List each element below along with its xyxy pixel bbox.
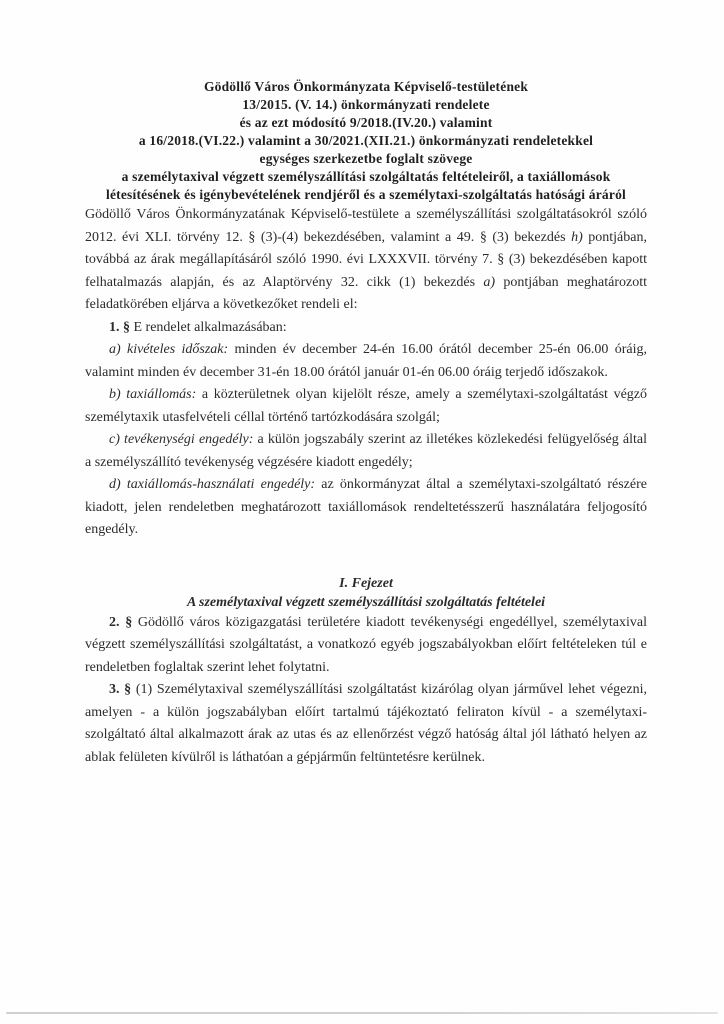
title-line: 13/2015. (V. 14.) önkormányzati rendelete [242,97,490,112]
definition-text: az önkormányzat által a személytaxi-szolgáltató részére kiadott, jelen rendeletben meghatározott taxiállomások rendeltetésszerű használatára feljogosító engedély. [85,477,647,537]
chapter-number: I. Fejezet [339,575,393,591]
chapter-1-heading [85,574,647,612]
scan-artifact-line [6,1012,718,1014]
document-title [85,78,647,204]
preamble-paragraph [85,204,647,317]
definition-text: minden év december 24-én 16.00 órától december 25-én 06.00 óráig, valamint minden év december 31-én 18.00 órától január 01-én 06.00 óráig terjedő időszakok. [85,342,648,380]
section-1-paragraph [85,317,647,340]
preamble-italic-ref: h) [571,229,583,245]
preamble-italic-ref: a) [483,274,496,290]
preamble-text: pontjában meghatározott feladatkörében eljárva a következőket rendeli el: [85,274,647,312]
preamble-text: pontjában, továbbá az árak megállapításáról szóló 1990. évi LXXXVII. törvény 7. § (3) bekezdésében kapott felhatalmazás alapján, és az Alaptörvény 32. cikk (1) bekezdés [85,229,647,290]
section-2-paragraph [85,612,647,680]
title-line: létesítésének és igénybevételének rendjéről és a személytaxi-szolgáltatás hatósági áráról [106,187,626,202]
chapter-title: A személytaxival végzett személyszállítási szolgáltatás feltételei [186,594,546,610]
section-number: 3. § [109,682,132,697]
document-content [85,78,647,769]
section-number: 2. § [109,614,133,630]
title-line: a személytaxival végzett személyszállítási szolgáltatás feltételeiről, a taxiállomások [121,169,611,184]
title-line: Gödöllő Város Önkormányzata Képviselő-testületének [203,79,529,94]
definition-b [85,384,647,429]
preamble-text: Gödöllő Város Önkormányzatának Képviselő-testülete a személyszállítási szolgáltatásokról szóló 2012. évi XLI. törvény 12. § (3)-(4) bekezdésében, valamint a 49. § (3) bekezdés [85,207,647,245]
definition-term: a) kivételes időszak: [109,342,229,357]
title-line: és az ezt módosító 9/2018.(IV.20.) valamint [239,115,493,130]
definition-term: c) tevékenységi engedély: [109,432,254,447]
definition-c [85,429,647,474]
title-line: a 16/2018.(VI.22.) valamint a 30/2021.(XII.21.) önkormányzati rendeletekkel [138,133,594,148]
definition-a [85,339,647,384]
definition-text: a külön jogszabály szerint az illetékes közlekedési felügyelőség által a személyszállító tevékenység végzésére kiadott engedély; [85,432,647,470]
definition-term: b) taxiállomás: [109,387,197,402]
definition-text: a közterületnek olyan kijelölt része, amely a személytaxi-szolgáltatást végző személytaxik utasfelvételi céllal történő tartózkodására szolgál; [85,387,647,425]
title-line: egységes szerkezetbe foglalt szövege [259,151,473,166]
section-number: 1. § [109,319,130,335]
definition-d [85,474,647,542]
section-text: E rendelet alkalmazásában: [130,319,287,335]
section-text: Gödöllő város közigazgatási területére kiadott tevékenységi engedéllyel, személytaxival végzett személyszállítási szolgáltatást, a vonatkozó egyéb jogszabályokban előírt feltételeken túl e rendeletben foglaltak szerint lehet folytatni. [85,614,647,675]
section-3-paragraph [85,679,647,769]
definition-term: d) taxiállomás-használati engedély: [109,477,316,492]
section-text: (1) Személytaxival személyszállítási szolgáltatást kizárólag olyan járművel lehet végezni, amelyen - a külön jogszabályban előírt tartalmú tájékoztató feliraton kívül - a személytaxi-szolgáltató által alkalmazott árak az utas és az ellenőrzést végző hatóság által jól látható helyen az ablak felületen kívülről is láthatóan a gépjárműn feltüntetésre kerülnek. [85,682,648,765]
